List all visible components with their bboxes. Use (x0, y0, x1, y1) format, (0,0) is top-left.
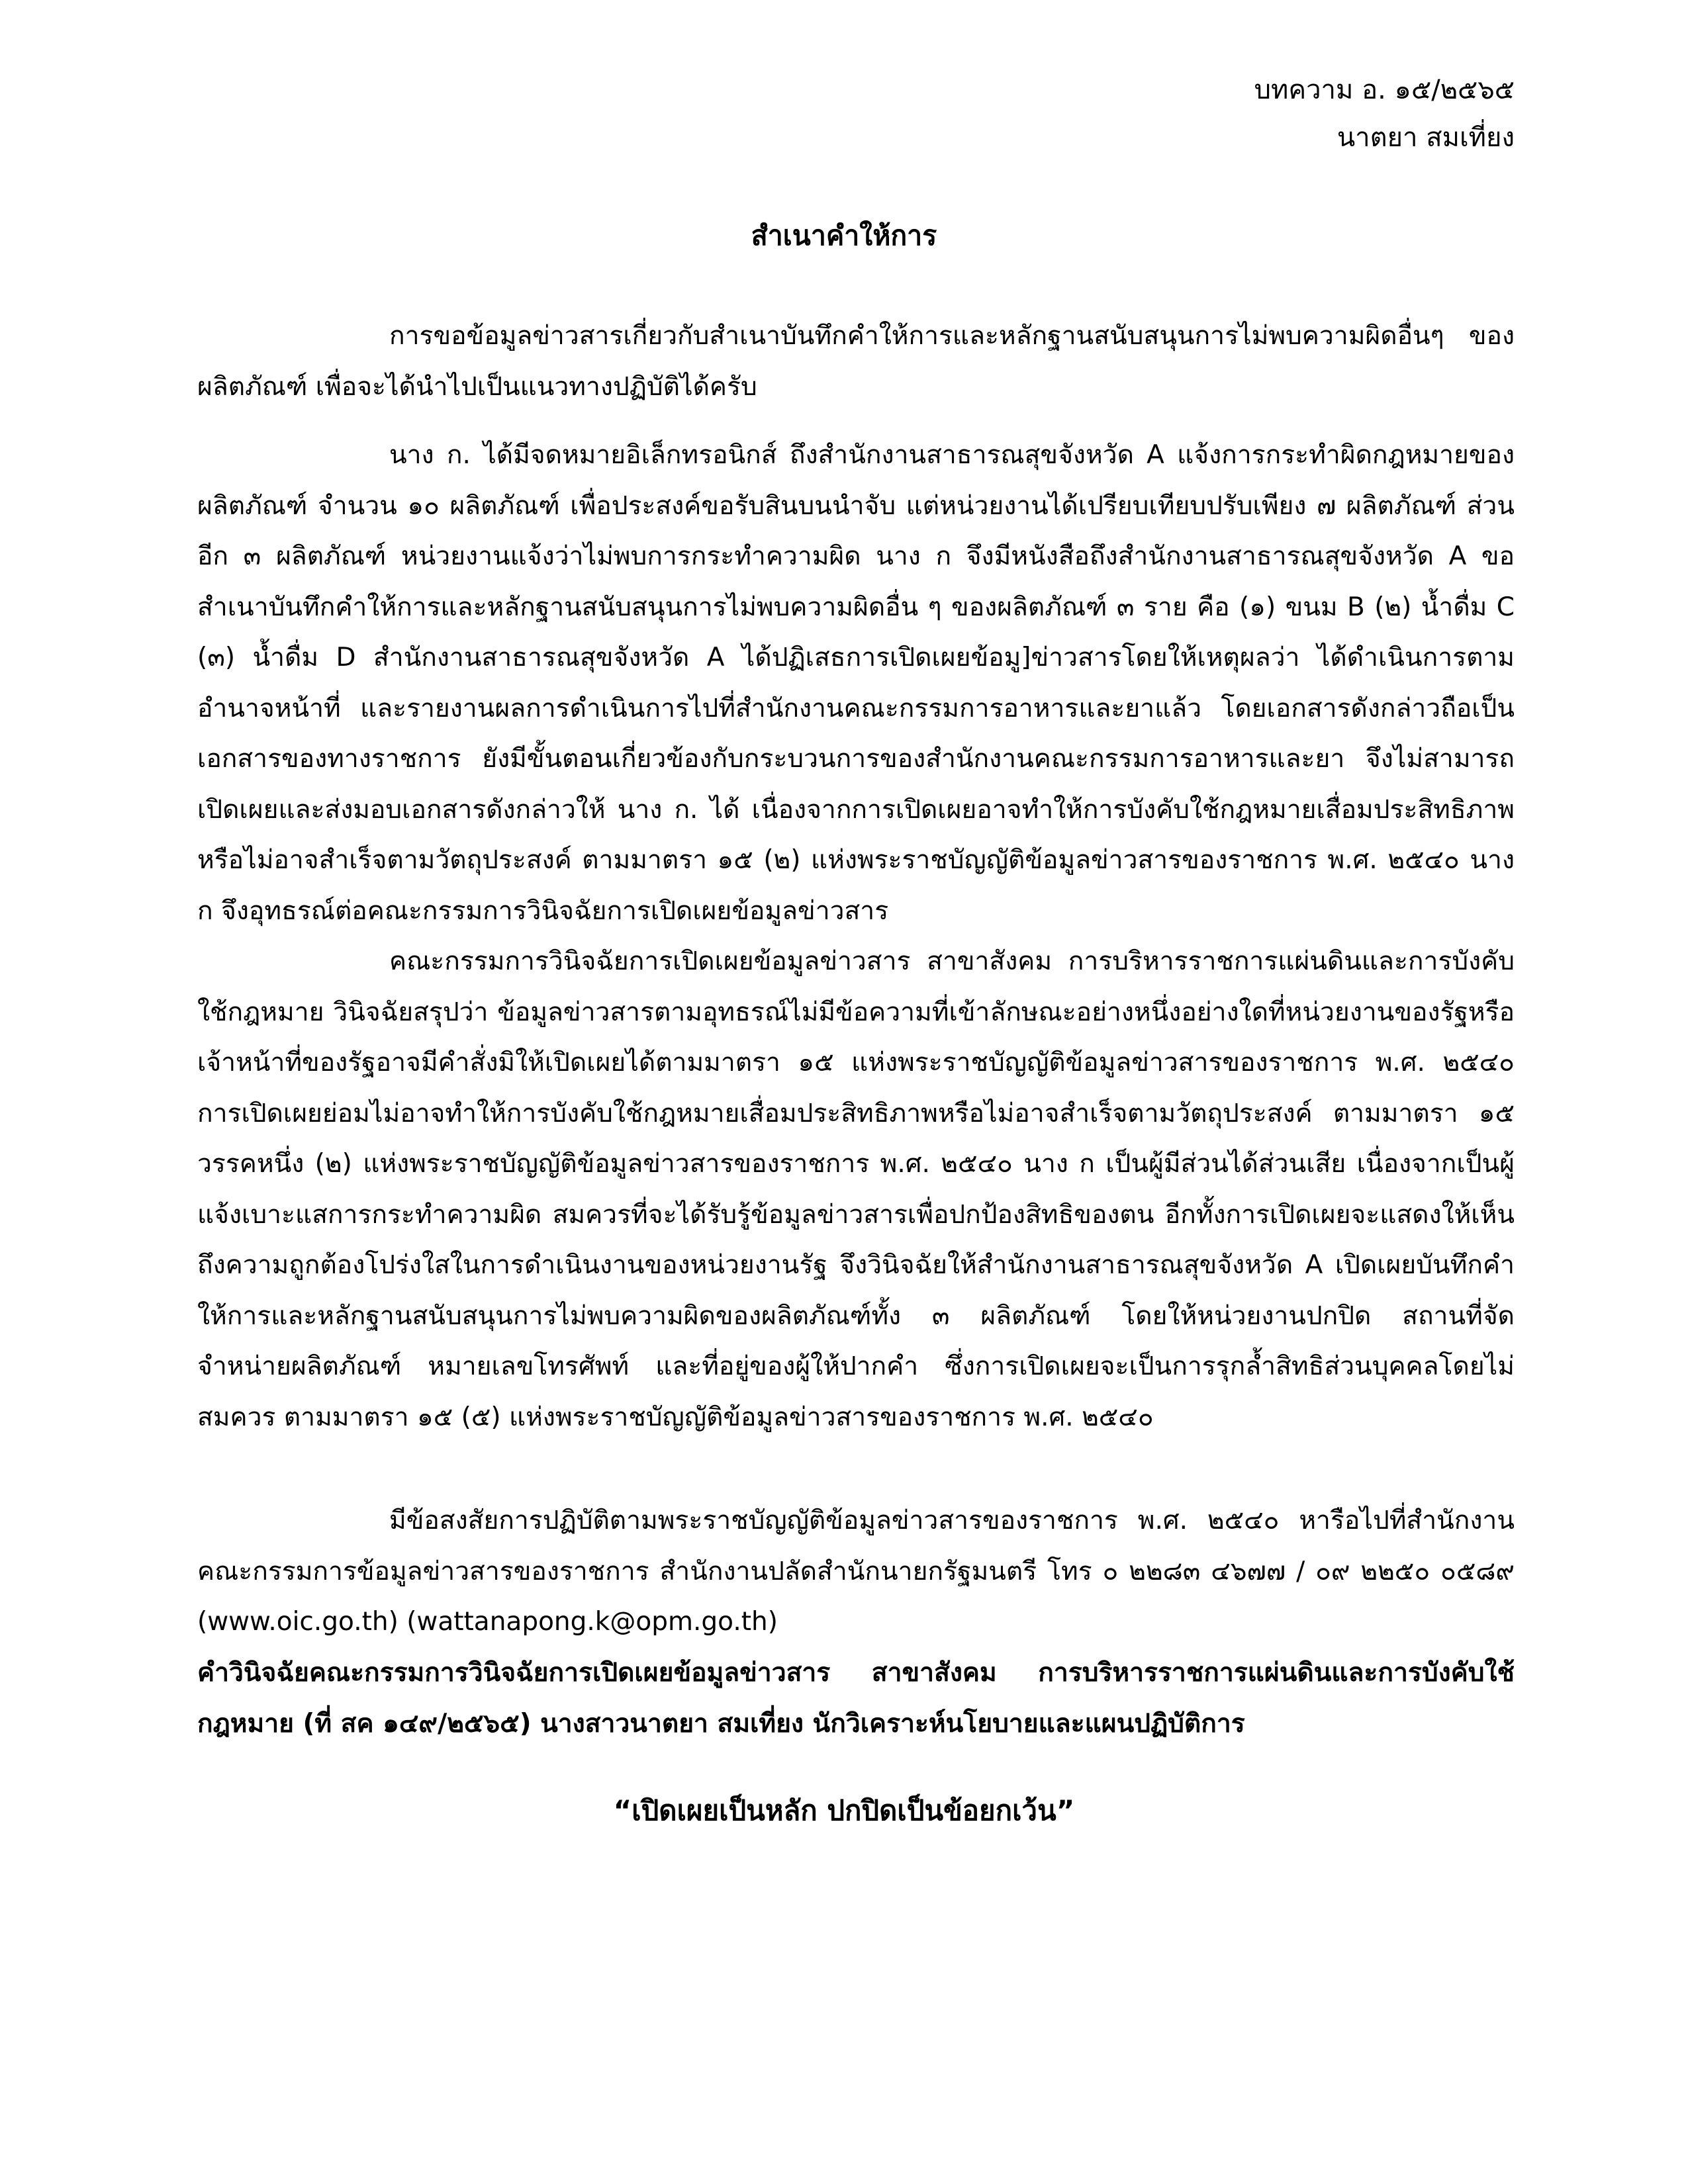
closing-quote: “เปิดเผยเป็นหลัก ปกปิดเป็นข้อยกเว้น” (613, 1794, 1075, 1827)
paragraph-text: การขอข้อมูลข่าวสารเกี่ยวกับสำเนาบันทึกคำให้การและหลักฐานสนับสนุนการไม่พบความผิดอื่นๆ ของผลิตภัณฑ์ เพื่อจะได้นำไปเป็นแนวทางปฏิบัติได้ครับ (197, 321, 1515, 402)
paragraph-text: มีข้อสงสัยการปฏิบัติตามพระราชบัญญัติข้อมูลข่าวสารของราชการ พ.ศ. ๒๕๔๐ หารือไปที่สำนักงานคณะกรรมการข้อมูลข่าวสารของราชการ สำนักงานปลัดสำนักนายกรัฐมนตรี โทร ๐ ๒๒๘๓ ๔๖๗๗ / ๐๙ ๒๒๕๐ ๐๕๘๙ (www.oic.go.th) (wattanapong.k@opm.go.th) (197, 1506, 1515, 1637)
paragraph-question (197, 311, 1515, 412)
paragraph-text: นาง ก. ได้มีจดหมายอิเล็กทรอนิกส์ ถึงสำนักงานสาธารณสุขจังหวัด A แจ้งการกระทำผิดกฎหมายของผลิตภัณฑ์ จำนวน ๑๐ ผลิตภัณฑ์ เพื่อประสงค์ขอรับสินบนนำจับ แต่หน่วยงานได้เปรียบเทียบปรับเพียง ๗ ผลิตภัณฑ์ ส่วนอีก ๓ ผลิตภัณฑ์ หน่วยงานแจ้งว่าไม่พบการกระทำความผิด นาง ก จึงมีหนังสือถึงสำนักงานสาธารณสุขจังหวัด A ขอสำเนาบันทึกคำให้การและหลักฐานสนับสนุนการไม่พบความผิดอื่น ๆ ของผลิตภัณฑ์ ๓ ราย คือ (๑) ขนม B (๒) น้ำดื่ม C (๓) น้ำดื่ม D สำนักงานสาธารณสุขจังหวัด A ได้ปฏิเสธการเปิดเผยข้อมู]ข่าวสารโดยให้เหตุผลว่า ได้ดำเนินการตามอำนาจหน้าที่ และรายงานผลการดำเนินการไปที่สำนักงานคณะกรรมการอาหารและยาแล้ว โดยเอกสารดังกล่าวถือเป็นเอกสารของทางราชการ ยังมีขั้นตอนเกี่ยวข้องกับกระบวนการของสำนักงานคณะกรรมการอาหารและยา จึงไม่สามารถเปิดเผยและส่งมอบเอกสารดังกล่าวให้ นาง ก. ได้ เนื่องจากการเปิดเผยอาจทำให้การบังคับใช้กฎหมายเสื่อมประสิทธิภาพหรือไม่อาจสำเร็จตามวัตถุประสงค์ ตามมาตรา ๑๕ (๒) แห่งพระราชบัญญัติข้อมูลข่าวสารของราชการ พ.ศ. ๒๕๔๐ นาง ก จึงอุทธรณ์ต่อคณะกรรมการวินิจฉัยการเปิดเผยข้อมูลข่าวสาร (197, 440, 1515, 926)
verdict-reference: คำวินิจฉัยคณะกรรมการวินิจฉัยการเปิดเผยข้อมูลข่าวสาร สาขาสังคม การบริหารราชการแผ่นดินและการบังคับใช้กฎหมาย (ที่ สค ๑๔๙/๒๕๖๕) นางสาวนาตยา สมเที่ยง นักวิเคราะห์นโยบายและแผนปฏิบัติการ (197, 1658, 1515, 1739)
author-name: นาตยา สมเที่ยง (1336, 122, 1515, 153)
paragraph-contact-info (197, 1496, 1515, 1648)
paragraph-text: คณะกรรมการวินิจฉัยการเปิดเผยข้อมูลข่าวสาร สาขาสังคม การบริหารราชการแผ่นดินและการบังคับใช้กฎหมาย วินิจฉัยสรุปว่า ข้อมูลข่าวสารตามอุทธรณ์ไม่มีข้อความที่เข้าลักษณะอย่างหนึ่งอย่างใดที่หน่วยงานของรัฐหรือเจ้าหน้าที่ของรัฐอาจมีคำสั่งมิให้เปิดเผยได้ตามมาตรา ๑๕ แห่งพระราชบัญญัติข้อมูลข่าวสารของราชการ พ.ศ. ๒๕๔๐ การเปิดเผยย่อมไม่อาจทำให้การบังคับใช้กฎหมายเสื่อมประสิทธิภาพหรือไม่อาจสำเร็จตามวัตถุประสงค์ ตามมาตรา ๑๕ วรรคหนึ่ง (๒) แห่งพระราชบัญญัติข้อมูลข่าวสารของราชการ พ.ศ. ๒๕๔๐ นาง ก เป็นผู้มีส่วนได้ส่วนเสีย เนื่องจากเป็นผู้แจ้งเบาะแสการกระทำความผิด สมควรที่จะได้รับรู้ข้อมูลข่าวสารเพื่อปกป้องสิทธิของตน อีกทั้งการเปิดเผยจะแสดงให้เห็นถึงความถูกต้องโปร่งใสในการดำเนินงานของหน่วยงานรัฐ จึงวินิจฉัยให้สำนักงานสาธารณสุขจังหวัด A เปิดเผยบันทึกคำให้การและหลักฐานสนับสนุนการไม่พบความผิดของผลิตภัณฑ์ทั้ง ๓ ผลิตภัณฑ์ โดยให้หน่วยงานปกปิด สถานที่จัดจำหน่ายผลิตภัณฑ์ หมายเลขโทรศัพท์ และที่อยู่ของผู้ให้ปากคำ ซึ่งการเปิดเผยจะเป็นการรุกล้ำสิทธิส่วนบุคคลโดยไม่สมควร ตามมาตรา ๑๕ (๕) แห่งพระราชบัญญัติข้อมูลข่าวสารของราชการ พ.ศ. ๒๕๔๐ (197, 946, 1515, 1432)
document-header (1254, 66, 1515, 161)
paragraph-committee-decision (197, 936, 1515, 1443)
document-title: สำเนาคำให้การ (751, 220, 937, 251)
paragraph-case-facts (197, 430, 1515, 936)
article-number: บทความ อ. ๑๕/๒๕๖๕ (1254, 75, 1515, 105)
